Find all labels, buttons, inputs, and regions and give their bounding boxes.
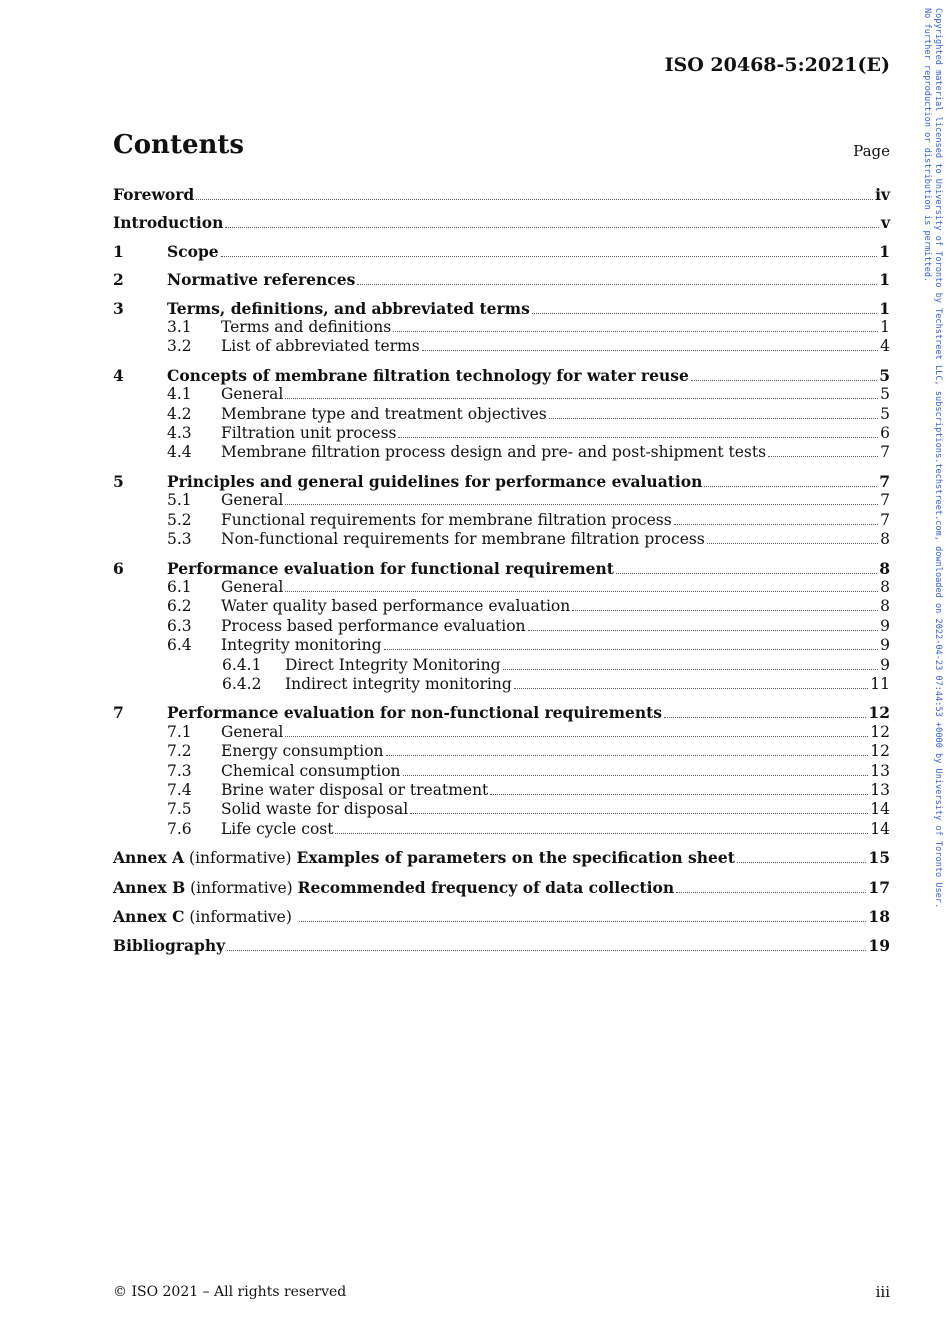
- toc-entry[interactable]: [113, 511, 890, 530]
- dot-leader: [335, 833, 868, 834]
- toc-entry-number: 2: [113, 270, 124, 290]
- toc-entry-number: 6.2: [167, 597, 192, 616]
- annex-type: (informative): [185, 878, 298, 897]
- watermark-line-2: No further reproduction or distribution is permitted.: [922, 8, 932, 283]
- toc-entry-number: 3: [113, 298, 124, 318]
- toc-entry-number: 6.4: [167, 636, 192, 655]
- toc-entry-number: 5.2: [167, 510, 192, 529]
- toc-entry-title: Energy consumption: [221, 742, 384, 761]
- dot-leader: [285, 736, 868, 737]
- toc-entry-number: 7: [113, 703, 124, 723]
- toc-entry-page: 9: [880, 636, 890, 655]
- dot-leader: [299, 921, 867, 922]
- dot-leader: [616, 573, 877, 574]
- dot-leader: [225, 227, 879, 228]
- toc-entry-number: 4.1: [167, 385, 192, 404]
- toc-entry-page: 5: [880, 404, 890, 423]
- toc-entry-title: Non-functional requirements for membrane filtration process: [221, 530, 705, 549]
- toc-entry-title: Principles and general guidelines for performance evaluation: [167, 471, 703, 491]
- dot-leader: [393, 331, 878, 332]
- toc-entry-number: 6: [113, 558, 124, 578]
- dot-leader: [676, 892, 866, 893]
- toc-entry-title: General: [221, 491, 284, 510]
- toc-entry-page: 5: [879, 365, 890, 385]
- toc-entry-number: 7.6: [167, 819, 192, 838]
- watermark-line-1: Copyrighted material licensed to University of Toronto by Techstreet LLC, subscriptions.techstreet.com, downloaded on 2022-04-23 07:44:53 +0000 by University of Toronto User.: [933, 8, 943, 909]
- dot-leader: [503, 669, 879, 670]
- toc-entry-title: Normative references: [167, 270, 356, 290]
- toc-entry-page: 4: [880, 337, 890, 356]
- toc-entry[interactable]: [113, 405, 890, 424]
- toc-entry-title: Life cycle cost: [221, 819, 334, 838]
- toc-entry-page: v: [880, 213, 890, 233]
- toc-entry[interactable]: [113, 703, 890, 722]
- dot-leader: [704, 486, 877, 487]
- toc-entry[interactable]: [113, 491, 890, 510]
- license-watermark: [916, 8, 946, 948]
- toc-entry[interactable]: [113, 636, 890, 655]
- dot-leader: [737, 862, 867, 863]
- annex-entry-heading: [113, 907, 297, 927]
- toc-entry[interactable]: [113, 242, 890, 261]
- toc-entry[interactable]: [113, 578, 890, 597]
- toc-entry-number: 5.1: [167, 491, 192, 510]
- dot-leader: [664, 717, 866, 718]
- toc-entry-title: Direct Integrity Monitoring: [285, 655, 501, 674]
- toc-entry-title: Solid waste for disposal: [221, 800, 409, 819]
- table-of-contents: [113, 185, 890, 956]
- dot-leader: [528, 630, 879, 631]
- page-number: iii: [875, 1283, 890, 1301]
- toc-entry-number: 5: [113, 471, 124, 491]
- toc-entry-number: 6.4.2: [222, 674, 262, 693]
- toc-entry-page: 7: [879, 471, 890, 491]
- page-title: Contents: [113, 130, 245, 160]
- toc-entry-title: Concepts of membrane filtration technology for water reuse: [167, 365, 689, 385]
- toc-entry-page: 1: [879, 270, 890, 290]
- toc-entry-number: 4.4: [167, 443, 192, 462]
- dot-leader: [490, 794, 868, 795]
- toc-entry[interactable]: [113, 472, 890, 491]
- dot-leader: [768, 456, 878, 457]
- annex-page: 17: [868, 877, 890, 897]
- page-column-label: Page: [853, 142, 890, 160]
- annex-type: (informative): [184, 849, 297, 868]
- annex-title: Recommended frequency of data collection: [297, 877, 675, 897]
- toc-entry-number: 7.4: [167, 780, 192, 799]
- dot-leader: [285, 398, 878, 399]
- dot-leader: [227, 950, 866, 951]
- toc-entry-number: 3.1: [167, 318, 192, 337]
- dot-leader: [285, 504, 878, 505]
- toc-entry-title: Introduction: [113, 213, 224, 233]
- toc-entry-title: Indirect integrity monitoring: [285, 674, 512, 693]
- toc-entry-page: 11: [870, 674, 890, 693]
- toc-entry-title: Integrity monitoring: [221, 636, 382, 655]
- toc-entry-page: 12: [868, 703, 890, 723]
- toc-entry-title: Terms, definitions, and abbreviated terms: [167, 298, 530, 318]
- toc-entry-title: Membrane filtration process design and pre- and post-shipment tests: [221, 443, 767, 462]
- toc-entry[interactable]: [113, 723, 890, 742]
- dot-leader: [674, 524, 878, 525]
- toc-entry[interactable]: [113, 617, 890, 636]
- toc-entry[interactable]: [113, 213, 890, 232]
- copyright-notice: © ISO 2021 – All rights reserved: [113, 1284, 347, 1300]
- document-id: ISO 20468-5:2021(E): [664, 54, 890, 76]
- toc-entry-title: Performance evaluation for functional requirement: [167, 558, 614, 578]
- toc-entry-number: 4.3: [167, 424, 192, 443]
- toc-entry-page: 1: [879, 298, 890, 318]
- dot-leader: [532, 313, 877, 314]
- toc-entry[interactable]: [113, 559, 890, 578]
- toc-entry-page: 9: [880, 616, 890, 635]
- toc-entry-page: 14: [870, 819, 890, 838]
- dot-leader: [384, 649, 879, 650]
- toc-entry-page: 8: [880, 530, 890, 549]
- dot-leader: [549, 418, 878, 419]
- toc-entry-page: 7: [880, 510, 890, 529]
- annex-entry[interactable]: [113, 848, 890, 868]
- toc-entry-title: Process based performance evaluation: [221, 616, 526, 635]
- toc-entry-number: 5.3: [167, 530, 192, 549]
- toc-entry-page: iv: [875, 185, 890, 204]
- annex-type: (informative): [184, 908, 297, 926]
- toc-entry-page: 6: [880, 424, 890, 443]
- dot-leader: [386, 755, 869, 756]
- toc-entry-number: 3.2: [167, 337, 192, 356]
- toc-entry-title: Scope: [167, 241, 219, 261]
- toc-entry[interactable]: [113, 424, 890, 443]
- toc-entry-page: 12: [870, 742, 890, 761]
- dot-leader: [410, 813, 868, 814]
- toc-entry[interactable]: [113, 318, 890, 337]
- toc-entry-title: Brine water disposal or treatment: [221, 780, 489, 799]
- toc-entry-page: 8: [879, 558, 890, 578]
- toc-entry[interactable]: [113, 185, 890, 204]
- toc-entry[interactable]: [113, 366, 890, 385]
- toc-entry[interactable]: [113, 820, 890, 839]
- toc-entry-page: 13: [870, 761, 890, 780]
- toc-entry-page: 12: [870, 722, 890, 741]
- toc-entry[interactable]: [113, 762, 890, 781]
- toc-entry-title: Foreword: [113, 185, 195, 204]
- toc-entry-page: 13: [870, 780, 890, 799]
- dot-leader: [285, 591, 878, 592]
- toc-entry-number: 6.4.1: [222, 655, 262, 674]
- toc-entry-number: 7.2: [167, 742, 192, 761]
- toc-entry-page: 1: [880, 318, 890, 337]
- toc-entry-title: Membrane type and treatment objectives: [221, 404, 547, 423]
- toc-entry[interactable]: [113, 299, 890, 318]
- toc-entry-number: 6.1: [167, 577, 192, 596]
- toc-entry-title: Functional requirements for membrane filtration process: [221, 510, 672, 529]
- toc-entry-title: General: [221, 722, 284, 741]
- toc-entry-number: 6.3: [167, 616, 192, 635]
- dot-leader: [572, 610, 878, 611]
- toc-entry-title: Chemical consumption: [221, 761, 401, 780]
- toc-entry[interactable]: [113, 597, 890, 616]
- toc-entry-page: 9: [880, 655, 890, 674]
- toc-entry-number: 4: [113, 365, 124, 385]
- toc-entry-number: 7.5: [167, 800, 192, 819]
- annex-entry[interactable]: [113, 878, 890, 898]
- toc-entry-page: 8: [880, 577, 890, 596]
- dot-leader: [707, 543, 878, 544]
- annex-label: Annex A: [113, 848, 185, 868]
- dot-leader: [196, 199, 873, 200]
- dot-leader: [514, 688, 869, 689]
- dot-leader: [691, 380, 877, 381]
- annex-entry-heading: [113, 878, 674, 898]
- toc-entry[interactable]: [113, 443, 890, 462]
- dot-leader: [403, 775, 869, 776]
- toc-entry-page: 14: [870, 800, 890, 819]
- annex-title: Examples of parameters on the specification sheet: [296, 848, 735, 868]
- toc-entry-page: 7: [880, 443, 890, 462]
- toc-entry-number: 7.1: [167, 722, 192, 741]
- toc-entry[interactable]: [113, 337, 890, 356]
- bibliography-title: Bibliography: [113, 936, 226, 956]
- annex-label: Annex C: [113, 907, 185, 926]
- annex-entry-heading: [113, 848, 735, 868]
- toc-entry[interactable]: [113, 742, 890, 761]
- annex-page: 18: [868, 907, 890, 926]
- toc-entry[interactable]: [113, 530, 890, 549]
- toc-entry-title: Water quality based performance evaluation: [221, 597, 571, 616]
- toc-entry-title: Terms and definitions: [221, 318, 392, 337]
- annex-page: 15: [868, 848, 890, 868]
- toc-entry-page: 5: [880, 385, 890, 404]
- toc-entry-title: Performance evaluation for non-functional requirements: [167, 703, 662, 723]
- dot-leader: [398, 437, 878, 438]
- toc-entry[interactable]: [113, 270, 890, 289]
- toc-entry-title: General: [221, 577, 284, 596]
- toc-entry[interactable]: [113, 656, 890, 675]
- toc-entry[interactable]: [113, 800, 890, 819]
- toc-entry-title: List of abbreviated terms: [221, 337, 420, 356]
- bibliography-entry[interactable]: [113, 936, 890, 955]
- annex-entry[interactable]: [113, 907, 890, 927]
- bibliography-page: 19: [868, 936, 890, 956]
- toc-entry[interactable]: [113, 385, 890, 404]
- toc-entry[interactable]: [113, 781, 890, 800]
- toc-entry-page: 1: [879, 241, 890, 261]
- annex-label: Annex B: [113, 877, 186, 897]
- toc-entry-page: 7: [880, 491, 890, 510]
- toc-entry-title: Filtration unit process: [221, 424, 397, 443]
- toc-entry[interactable]: [113, 675, 890, 694]
- toc-entry-number: 7.3: [167, 761, 192, 780]
- dot-leader: [221, 256, 878, 257]
- toc-entry-page: 8: [880, 597, 890, 616]
- toc-entry-number: 1: [113, 241, 124, 261]
- toc-entry-number: 4.2: [167, 404, 192, 423]
- toc-entry-title: General: [221, 385, 284, 404]
- dot-leader: [357, 284, 877, 285]
- dot-leader: [422, 350, 878, 351]
